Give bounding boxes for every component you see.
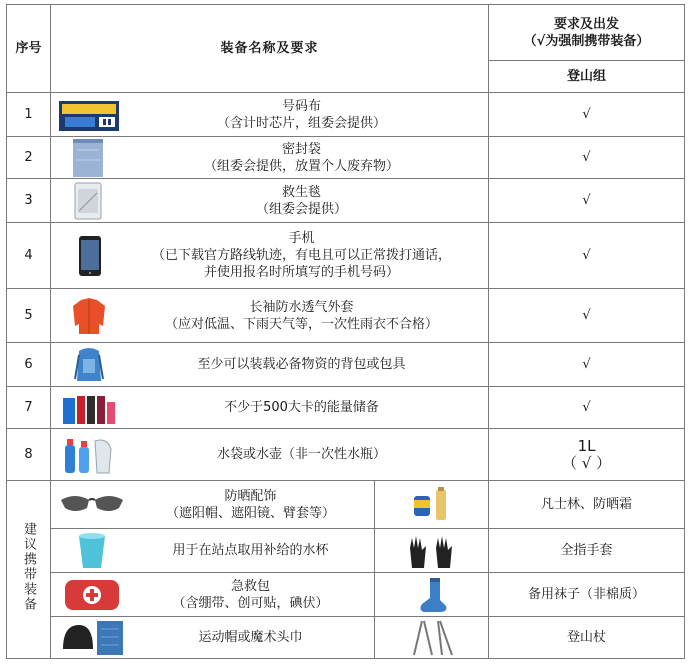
emergency-blanket-icon	[59, 181, 119, 221]
header-requirement-line1: 要求及出发	[554, 16, 620, 32]
suggested-item-note: （含绷带、创可贴，碘伏）	[172, 595, 329, 611]
requirement-mark: √	[489, 223, 685, 289]
backpack-icon	[59, 345, 119, 385]
race-bib-icon	[59, 95, 119, 135]
item-name: 至少可以装载必备物资的背包或包具	[197, 357, 406, 372]
suggested-label-cell	[7, 481, 51, 659]
equipment-table	[6, 4, 685, 659]
item-note: （已下载官方路线轨迹，有电且可以正常拨打通话，	[152, 248, 452, 263]
item-cell	[51, 387, 489, 429]
item-name: 水袋或水壶（非一次性水瓶）	[217, 447, 387, 462]
sunglasses-icon	[57, 486, 127, 524]
extra-item-name: 全指手套	[489, 529, 685, 573]
sunscreen-icon	[402, 486, 462, 524]
suggested-item-cell	[51, 573, 375, 617]
energy-food-icon	[59, 388, 119, 428]
item-cell	[51, 429, 489, 481]
suggested-item-name: 急救包	[230, 578, 270, 594]
phone-icon	[59, 230, 119, 282]
item-name: 不少于500大卡的能量储备	[224, 400, 379, 415]
suggested-label: 建议携带装备	[21, 522, 36, 612]
trekking-pole-icon	[402, 619, 462, 657]
row-number: 1	[7, 93, 51, 137]
suggested-item-name: 防晒配饰	[224, 488, 277, 504]
row-number: 4	[7, 223, 51, 289]
item-cell	[51, 179, 489, 223]
suggested-item-name: 用于在站点取用补给的水杯	[172, 543, 329, 558]
suggested-item-cell	[51, 529, 375, 573]
cup-icon	[57, 532, 127, 570]
suggested-item-cell	[51, 617, 375, 659]
first-aid-icon	[57, 576, 127, 614]
row-number: 6	[7, 343, 51, 387]
item-cell	[51, 137, 489, 179]
suggested-item-name: 运动帽或魔术头巾	[198, 630, 303, 645]
requirement-mark: √	[489, 289, 685, 343]
extra-item-name: 登山杖	[489, 617, 685, 659]
item-note-2: 并使用报名时所填写的手机号码）	[204, 265, 400, 280]
sock-icon	[402, 576, 462, 614]
suggested-item-cell	[51, 481, 375, 529]
item-cell	[51, 343, 489, 387]
row-number: 2	[7, 137, 51, 179]
sealed-bag-icon	[59, 138, 119, 178]
extra-item-image-cell	[375, 481, 489, 529]
requirement-mark: √	[489, 137, 685, 179]
requirement-mark	[489, 429, 685, 481]
requirement-mark: √	[489, 343, 685, 387]
header-number: 序号	[7, 5, 51, 93]
item-name: 密封袋	[282, 141, 322, 157]
requirement-check: （ √ ）	[561, 453, 612, 472]
row-number: 3	[7, 179, 51, 223]
item-name: 手机	[288, 231, 315, 246]
row-number: 7	[7, 387, 51, 429]
gloves-icon	[402, 532, 462, 570]
extra-item-image-cell	[375, 573, 489, 617]
header-group: 登山组	[489, 61, 685, 93]
extra-item-image-cell	[375, 529, 489, 573]
item-note: （组委会提供，放置个人废弃物）	[204, 158, 400, 174]
row-number: 5	[7, 289, 51, 343]
hat-icon	[57, 619, 127, 657]
extra-item-image-cell	[375, 617, 489, 659]
requirement-volume: 1L	[577, 436, 596, 455]
item-name: 救生毯	[282, 184, 322, 200]
suggested-item-note: （遮阳帽、遮阳镜、臂套等）	[165, 505, 335, 521]
header-equipment-name: 装备名称及要求	[51, 5, 489, 93]
extra-item-name: 备用袜子（非棉质）	[489, 573, 685, 617]
item-note: （应对低温、下雨天气等，一次性雨衣不合格）	[165, 316, 439, 332]
item-note: （含计时芯片，组委会提供）	[217, 115, 387, 131]
requirement-mark: √	[489, 387, 685, 429]
header-requirement-line2: （√为强制携带装备）	[523, 33, 650, 49]
item-cell	[51, 289, 489, 343]
item-note: （组委会提供）	[256, 201, 348, 217]
requirement-mark: √	[489, 179, 685, 223]
extra-item-name: 凡士林、防晒霜	[489, 481, 685, 529]
item-name: 号码布	[282, 98, 322, 114]
header-requirement	[489, 5, 685, 61]
water-bottle-icon	[59, 433, 119, 477]
item-cell	[51, 223, 489, 289]
item-name: 长袖防水透气外套	[249, 299, 354, 315]
jacket-icon	[59, 294, 119, 338]
item-cell	[51, 93, 489, 137]
requirement-mark: √	[489, 93, 685, 137]
row-number: 8	[7, 429, 51, 481]
